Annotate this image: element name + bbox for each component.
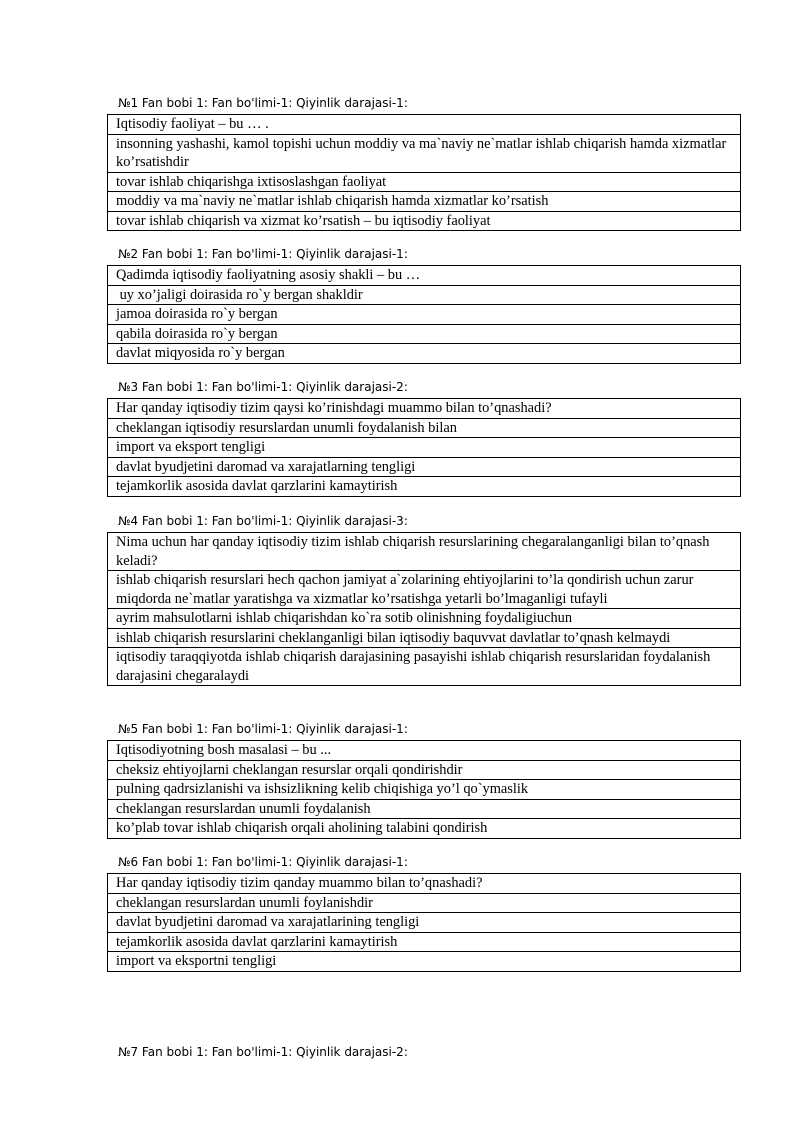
question-header: №1 Fan bobi 1: Fan bo'limi-1: Qiyinlik darajasi-1: [118,96,408,110]
answer-option: tejamkorlik asosida davlat qarzlarini kamaytirish [108,932,741,952]
question-text: Har qanday iqtisodiy tizim qaysi ko’rinishdagi muammo bilan to’qnashadi? [108,399,741,419]
answer-option: ishlab chiqarish resurslari hech qachon jamiyat a`zolarining ehtiyojlarini to’la qondirish uchun zarur miqdorda ne`matlar yaratishga va xizmatlar ko’rsatishga yetarli bo’lmaganligi tufayli [108,571,741,609]
answer-option: iqtisodiy taraqqiyotda ishlab chiqarish darajasining pasayishi ishlab chiqarish resurslaridan foydalanish darajasini chegaralaydi [108,648,741,686]
question-table [107,114,741,231]
question-header: №3 Fan bobi 1: Fan bo'limi-1: Qiyinlik darajasi-2: [118,380,408,394]
question-header: №2 Fan bobi 1: Fan bo'limi-1: Qiyinlik darajasi-1: [118,247,408,261]
answer-option: tovar ishlab chiqarish va xizmat ko’rsatish – bu iqtisodiy faoliyat [108,211,741,231]
answer-option: cheklangan iqtisodiy resurslardan unumli foydalanish bilan [108,418,741,438]
answer-option: ishlab chiqarish resurslarini cheklanganligi bilan iqtisodiy baquvvat davlatlar to’qnash kelmaydi [108,628,741,648]
answer-option: ko’plab tovar ishlab chiqarish orqali aholining talabini qondirish [108,819,741,839]
question-table [107,873,741,972]
answer-option: tejamkorlik asosida davlat qarzlarini kamaytirish [108,477,741,497]
question-header: №6 Fan bobi 1: Fan bo'limi-1: Qiyinlik darajasi-1: [118,855,408,869]
answer-option: moddiy va ma`naviy ne`matlar ishlab chiqarish hamda xizmatlar ko’rsatish [108,192,741,212]
question-text: Nima uchun har qanday iqtisodiy tizim ishlab chiqarish resurslarining chegaralanganligi bilan to’qnash keladi? [108,533,741,571]
answer-option: pulning qadrsizlanishi va ishsizlikning kelib chiqishiga yo’l qo`ymaslik [108,780,741,800]
answer-option: cheklangan resurslardan unumli foylanishdir [108,893,741,913]
answer-option: qabila doirasida ro`y bergan [108,324,741,344]
question-text: Iqtisodiy faoliyat – bu … . [108,115,741,135]
answer-option: davlat byudjetini daromad va xarajatlarining tengligi [108,913,741,933]
question-header: №4 Fan bobi 1: Fan bo'limi-1: Qiyinlik darajasi-3: [118,514,408,528]
answer-option: cheksiz ehtiyojlarni cheklangan resurslar orqali qondirishdir [108,760,741,780]
answer-option: import va eksportni tengligi [108,952,741,972]
answer-option: cheklangan resurslardan unumli foydalanish [108,799,741,819]
answer-option: import va eksport tengligi [108,438,741,458]
question-table [107,265,741,364]
answer-option: davlat miqyosida ro`y bergan [108,344,741,364]
answer-option: davlat byudjetini daromad va xarajatlarning tengligi [108,457,741,477]
answer-option: uy xo’jaligi doirasida ro`y bergan shakldir [108,285,741,305]
question-header: №5 Fan bobi 1: Fan bo'limi-1: Qiyinlik darajasi-1: [118,722,408,736]
question-header: №7 Fan bobi 1: Fan bo'limi-1: Qiyinlik darajasi-2: [118,1045,408,1059]
answer-option: jamoa doirasida ro`y bergan [108,305,741,325]
answer-option: tovar ishlab chiqarishga ixtisoslashgan faoliyat [108,172,741,192]
question-table [107,398,741,497]
question-table [107,532,741,686]
question-text: Har qanday iqtisodiy tizim qanday muammo bilan to’qnashadi? [108,874,741,894]
question-text: Qadimda iqtisodiy faoliyatning asosiy shakli – bu … [108,266,741,286]
answer-option: insonning yashashi, kamol topishi uchun moddiy va ma`naviy ne`matlar ishlab chiqarish hamda xizmatlar ko’rsatishdir [108,134,741,172]
question-table [107,740,741,839]
answer-option: ayrim mahsulotlarni ishlab chiqarishdan ko`ra sotib olinishning foydaligiuchun [108,609,741,629]
question-text: Iqtisodiyotning bosh masalasi – bu ... [108,741,741,761]
